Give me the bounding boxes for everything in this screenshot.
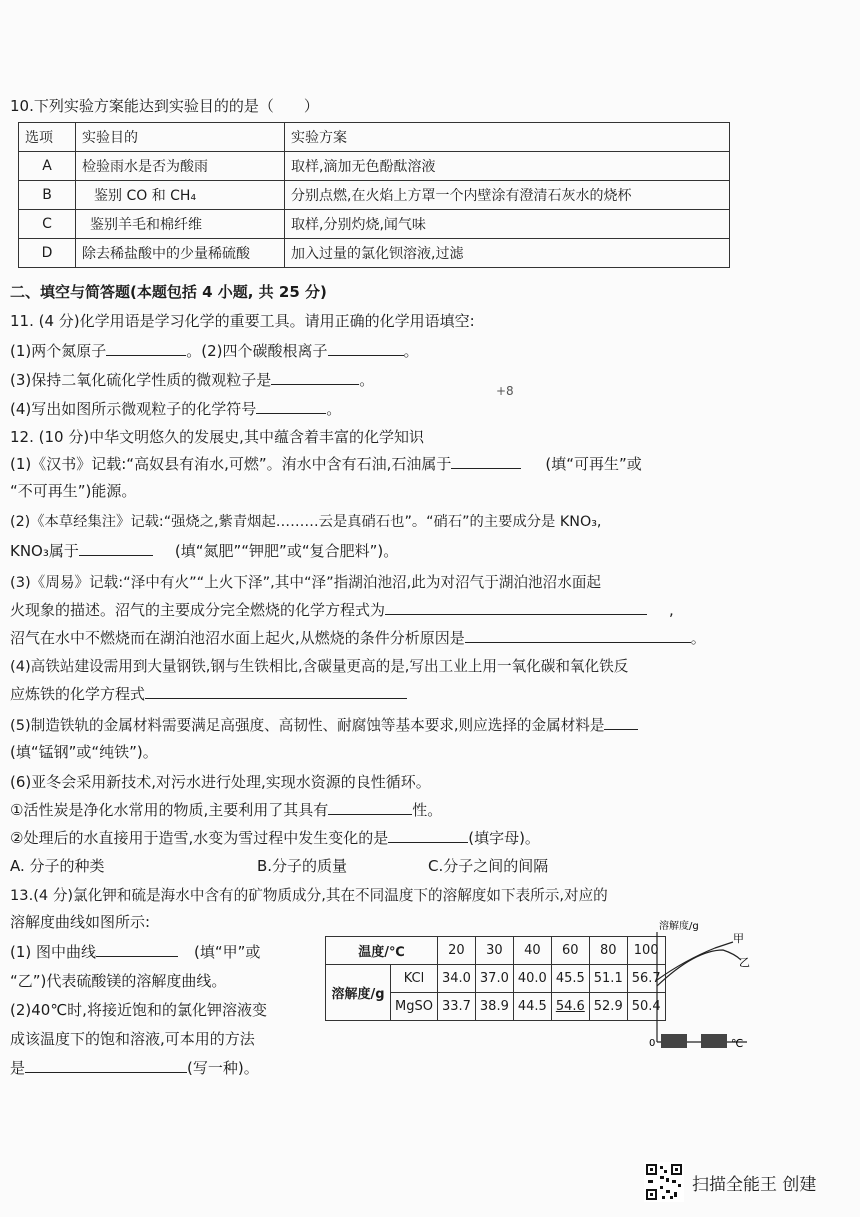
temp-cell: 60 [551,937,589,965]
q12-text: , [669,601,674,619]
q11-text: 。 [403,342,419,360]
q11-part4 [10,398,341,419]
q12-text: KNO₃属于 [10,542,79,560]
answer-blank[interactable] [328,341,404,356]
graph-unit: ℃ [731,1037,744,1050]
purpose-d: 除去稀盐酸中的少量稀硫酸 [76,239,285,268]
q12-part4 [10,683,407,704]
footer-text: 扫描全能王 创建 [692,1175,817,1195]
purpose-c: 鉴别羊毛和棉纤维 [76,210,285,239]
table-row [326,937,666,965]
q11-text: 。 [326,400,342,418]
q13-text: “乙”)代表硫酸镁的溶解度曲线。 [10,972,227,990]
atom-diagram-label: +8 [496,384,514,398]
value-cell: 34.0 [437,965,475,993]
plan-b: 分别点燃,在火焰上方罩一个内壁涂有澄清石灰水的烧杯 [285,181,730,210]
q13-part1 [10,941,260,962]
temp-cell: 20 [437,937,475,965]
q12-text: 性。 [412,801,443,819]
row-name: KCl [391,965,438,993]
q12-part2 [10,540,398,561]
q11-text: (4)写出如图所示微观粒子的化学符号 [10,400,257,418]
q12-text: ②处理后的水直接用于造雪,水变为雪过程中发生变化的是 [10,829,389,847]
label-yi: 乙 [739,956,750,969]
q11-text: 。 [359,371,375,389]
value-cell: 45.5 [551,965,589,993]
q13-text: (1) 图中曲线 [10,943,97,961]
question-13-title: 13.(4 分)氯化钾和硫是海水中含有的矿物质成分,其在不同温度下的溶解度如下表所示,对应的 [10,887,608,904]
answer-blank[interactable] [25,1058,187,1073]
q12-part1 [10,453,642,474]
answer-blank[interactable] [271,370,359,385]
answer-blank[interactable] [96,942,178,957]
temp-header: 温度/℃ [326,937,438,965]
value-cell: 44.5 [513,993,551,1021]
value-cell: 51.1 [589,965,627,993]
answer-blank[interactable] [328,800,412,815]
option-a: A [19,152,76,181]
question-11-title: 11. (4 分)化学用语是学习化学的重要工具。请用正确的化学用语填空: [10,312,475,330]
q11-part1 [10,340,419,361]
value-cell: 33.7 [437,993,475,1021]
plan-a: 取样,滴加无色酚酞溶液 [285,152,730,181]
q11-text: 。(2)四个碳酸根离子 [186,342,328,360]
q13-text: 成该温度下的饱和溶液,可本用的方法 [10,1030,255,1048]
answer-blank[interactable] [145,684,407,699]
q13-text: (2)40℃时,将接近饱和的氯化钾溶液变 [10,1001,267,1019]
q12-text: (填“氮肥”“钾肥”或“复合肥料”)。 [174,542,399,560]
option-d: D [19,239,76,268]
question-12-title: 12. (10 分)中华文明悠久的发展史,其中蕴含着丰富的化学知识 [10,428,424,446]
graph-origin: 0 [649,1038,656,1049]
plan-d: 加入过量的氯化钡溶液,过滤 [285,239,730,268]
header-purpose: 实验目的 [76,123,285,152]
question-10-title: 10.下列实验方案能达到实验目的的是（ ） [10,97,319,115]
curve-yi [657,950,741,986]
temp-cell: 100 [627,937,665,965]
curve-jia [657,942,733,980]
q12-part3 [10,599,674,620]
option-b: B [19,181,76,210]
option-c-label: C.分子之间的间隔 [428,857,549,875]
q12-text: (2)《本草经集注》记载:“强烧之,紫青烟起………云是真硝石也”。“硝石”的主要成分是 KNO₃, [10,514,602,530]
section-2-heading: 二、填空与简答题(本题包括 4 小题, 共 25 分) [10,283,327,301]
smudge [661,1034,687,1048]
temp-cell: 30 [475,937,513,965]
q12-text: 火现象的描述。沼气的主要成分完全燃烧的化学方程式为 [10,601,386,619]
table-row [19,210,730,239]
temp-cell: 40 [513,937,551,965]
q12-text: (4)高铁站建设需用到大量钢铁,钢与生铁相比,含碳量更高的是,写出工业上用一氧化碳和氧化铁反 [10,658,629,675]
answer-blank[interactable] [385,600,647,615]
table-row [19,181,730,210]
answer-blank[interactable] [106,341,186,356]
q12-part6a [10,799,442,820]
q12-text: (填“锰钢”或“纯铁”)。 [10,743,158,761]
answer-blank[interactable] [465,628,691,643]
value-cell: 40.0 [513,965,551,993]
q13-text: (填“甲”或 [194,943,261,961]
temp-cell: 80 [589,937,627,965]
q11-text: (3)保持二氧化硫化学性质的微观粒子是 [10,371,272,389]
solubility-table [325,936,666,1021]
answer-blank[interactable] [256,399,326,414]
purpose-b: 鉴别 CO 和 CH₄ [76,181,285,210]
q12-text: “不可再生”)能源。 [10,482,137,500]
q12-text: (1)《汉书》记载:“高奴县有洧水,可燃”。洧水中含有石油,石油属于 [10,455,452,473]
q12-part5 [10,714,638,735]
q13-text: 是 [10,1059,26,1077]
value-cell: 37.0 [475,965,513,993]
q12-text: (填“可再生”或 [545,455,642,473]
option-a-label: A. 分子的种类 [10,857,105,875]
solubility-header: 溶解度/g [326,965,391,1021]
answer-blank[interactable] [79,541,153,556]
table-row [19,152,730,181]
answer-blank[interactable] [451,454,521,469]
value-cell: 54.6 [551,993,589,1021]
answer-blank[interactable] [604,715,638,730]
q12-text: (5)制造铁轨的金属材料需要满足高强度、高韧性、耐腐蚀等基本要求,则应选择的金属材料是 [10,717,605,734]
q13-part2 [10,1057,259,1078]
q12-text: (填字母)。 [468,829,540,847]
answer-blank[interactable] [388,828,468,843]
smudge [701,1034,727,1048]
q12-text: (3)《周易》记载:“泽中有火”“上火下泽”,其中“泽”指湖泊池沼,此为对沼气于湖泊池沼水面起 [10,574,602,591]
value-cell: 52.9 [589,993,627,1021]
plan-c: 取样,分别灼烧,闻气味 [285,210,730,239]
header-plan: 实验方案 [285,123,730,152]
graph-ylabel: 溶解度/g [659,921,699,932]
table-header-row [19,123,730,152]
row-name: MgSO [391,993,438,1021]
value-cell: 38.9 [475,993,513,1021]
q13-text: (写一种)。 [187,1059,259,1077]
q12-text: 沼气在水中不燃烧而在湖泊池沼水面上起火,从燃烧的条件分析原因是 [10,629,465,647]
q12-text: (6)亚冬会采用新技术,对污水进行处理,实现水资源的良性循环。 [10,773,431,791]
option-b-label: B.分子的质量 [257,857,348,875]
q12-text: ①活性炭是净化水常用的物质,主要利用了其具有 [10,801,329,819]
label-jia: 甲 [733,932,744,945]
q12-text: 。 [690,629,706,647]
value-cell: 50.4 [627,993,665,1021]
q12-part6b [10,827,540,848]
option-c: C [19,210,76,239]
value-cell: 56.7 [627,965,665,993]
purpose-a: 检验雨水是否为酸雨 [76,152,285,181]
solubility-graph [645,920,755,1060]
q11-part3 [10,369,374,390]
experiment-table [18,122,730,268]
qr-code-icon [644,1162,684,1202]
table-row [326,965,666,993]
table-row [19,239,730,268]
q11-text: (1)两个氮原子 [10,342,107,360]
question-13-title2: 溶解度曲线如图所示: [10,913,151,931]
q12-part3b [10,627,706,648]
q12-text: 应炼铁的化学方程式 [10,685,146,703]
header-option: 选项 [19,123,76,152]
